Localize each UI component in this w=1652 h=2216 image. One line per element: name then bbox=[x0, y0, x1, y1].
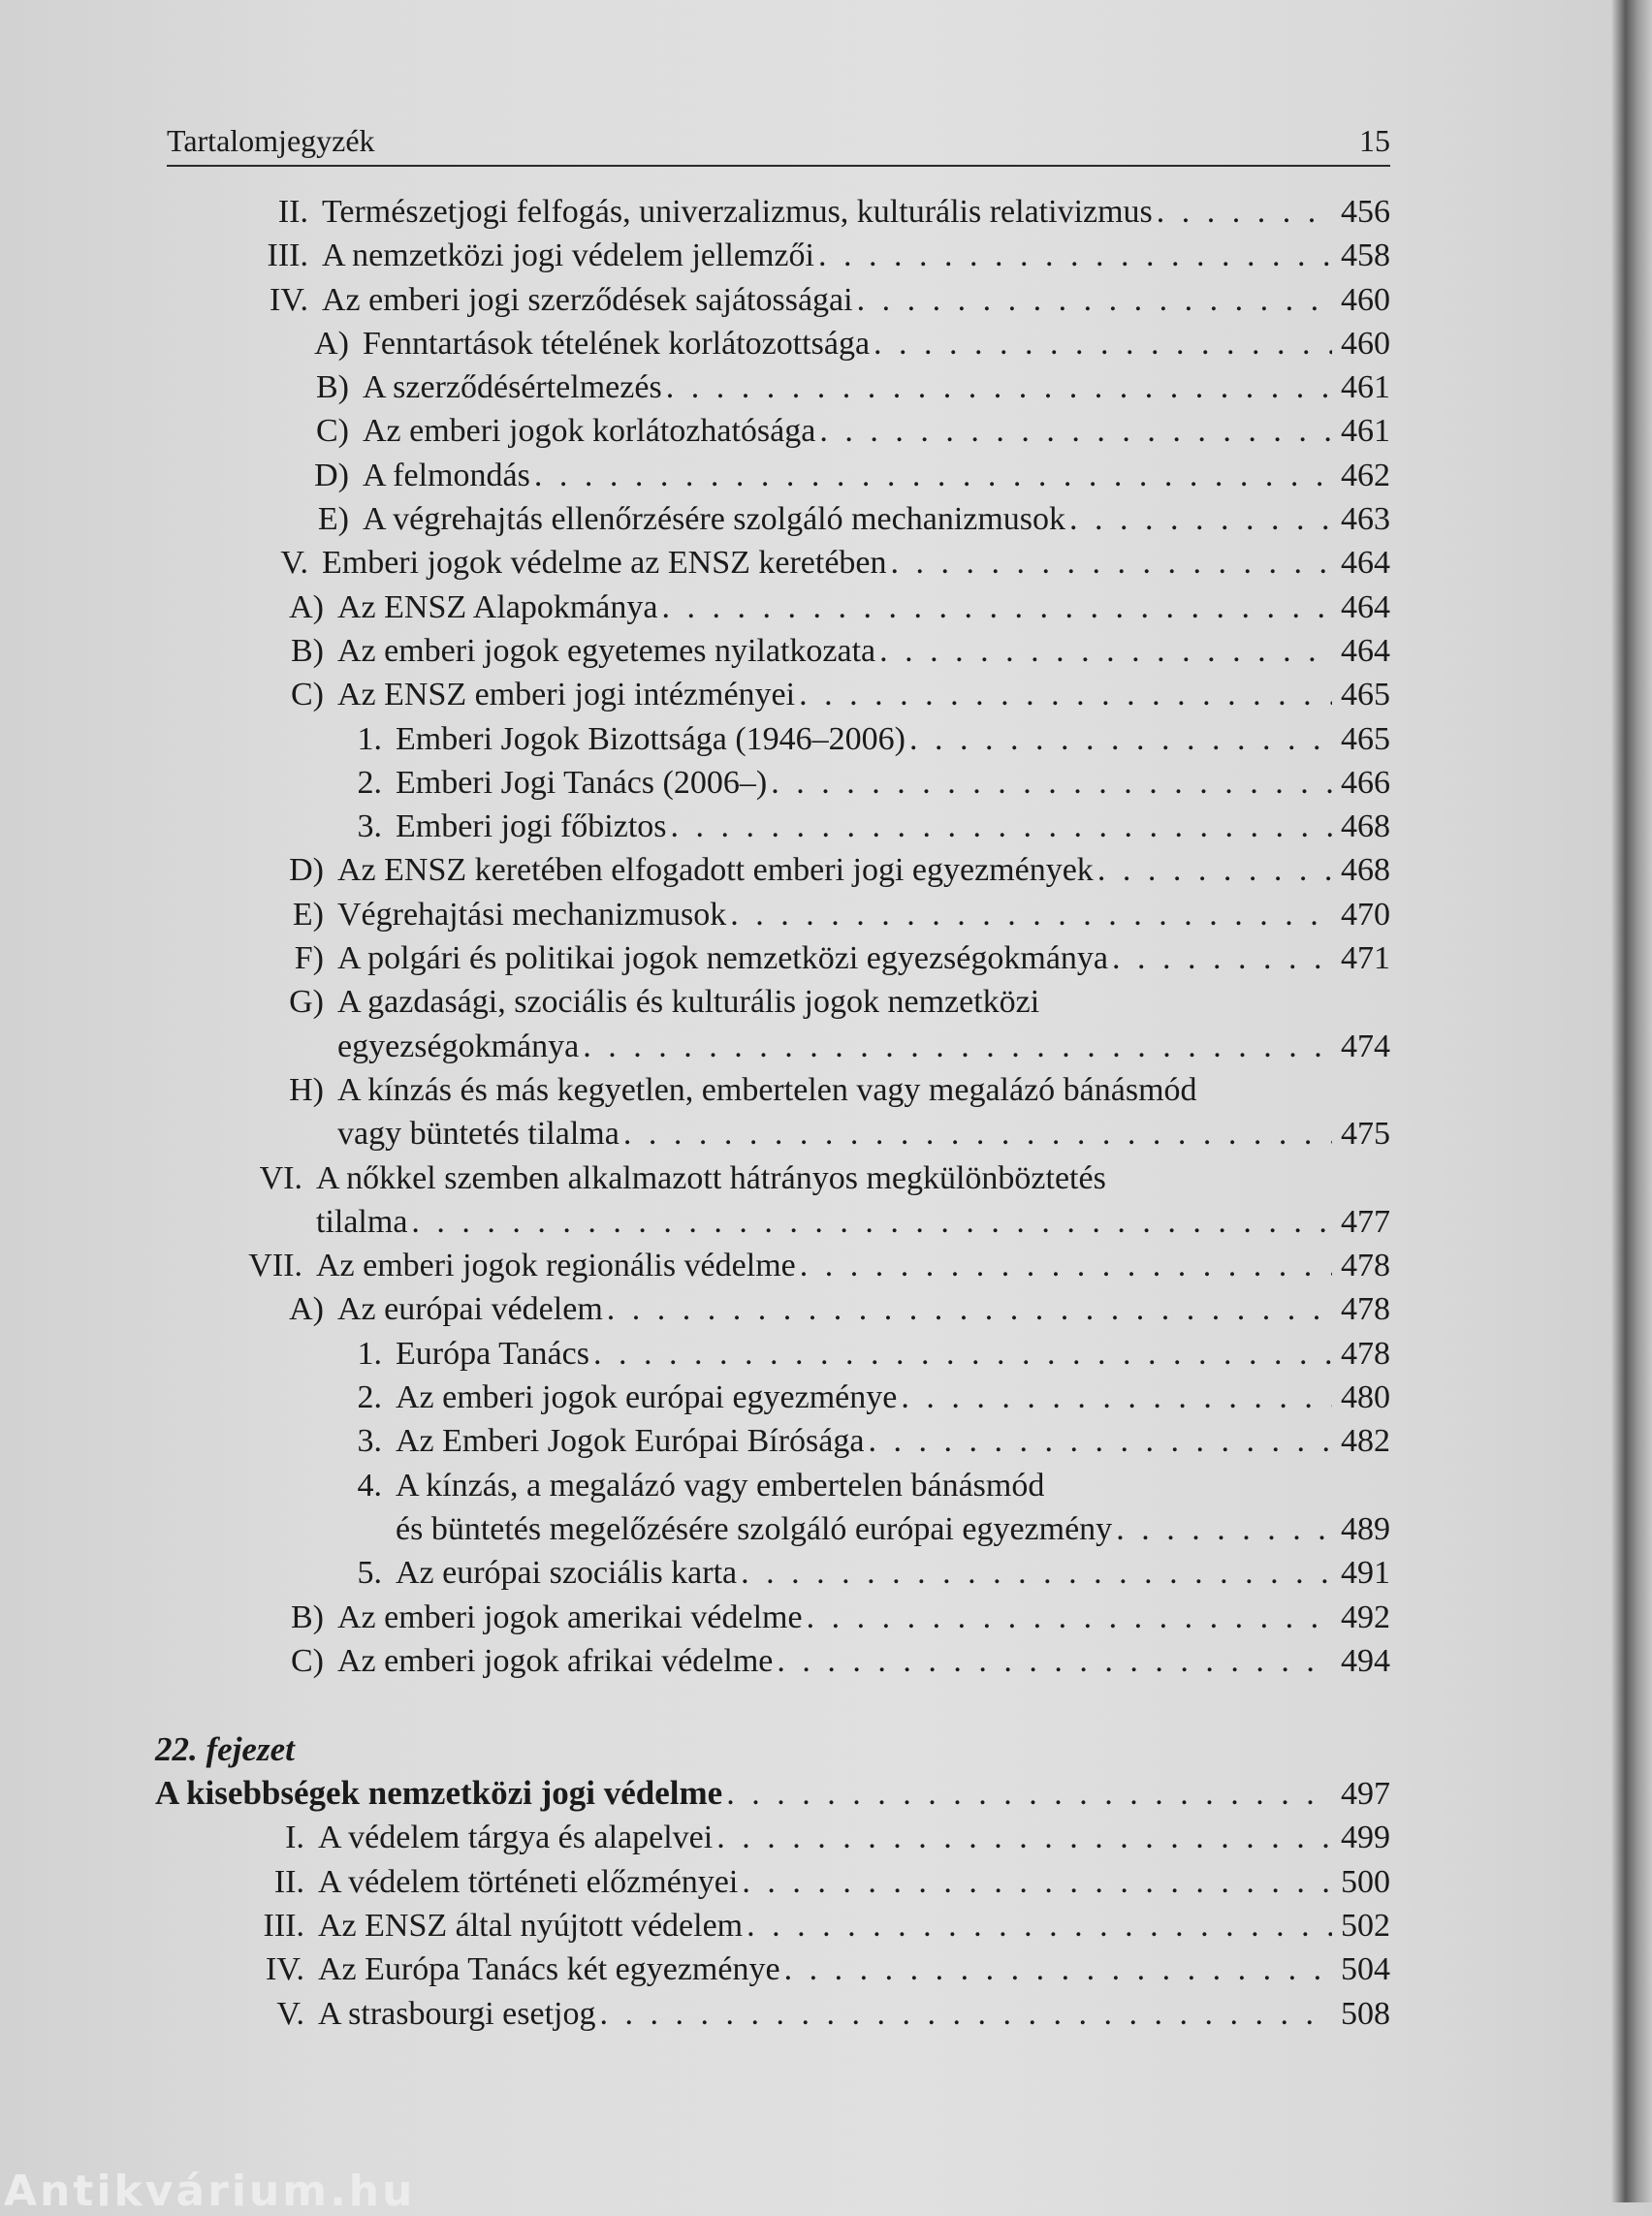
leader-dots bbox=[868, 1419, 1332, 1463]
entry-number: III. bbox=[267, 237, 308, 274]
leader-dots bbox=[662, 586, 1333, 629]
leader-dots bbox=[730, 893, 1332, 936]
entry-title: A polgári és politikai jogok nemzetközi egyezségokmánya bbox=[337, 940, 1108, 977]
entry-title: Az emberi jogok egyetemes nyilatkozata bbox=[337, 632, 876, 669]
entry-page-number: 494 bbox=[1341, 1642, 1390, 1679]
entry-title: A nemzetközi jogi védelem jellemzői bbox=[322, 237, 814, 274]
leader-dots bbox=[879, 629, 1332, 673]
entry-title: Az ENSZ emberi jogi intézményei bbox=[337, 677, 796, 713]
entry-number: V. bbox=[280, 545, 308, 582]
leader-dots bbox=[807, 1596, 1332, 1639]
leader-dots bbox=[819, 409, 1332, 453]
leader-dots bbox=[857, 278, 1332, 322]
toc-entry[interactable] bbox=[155, 805, 1390, 848]
entry-title: A védelem történeti előzményei bbox=[318, 1863, 739, 1900]
entry-title-continued: egyezségokmánya bbox=[337, 1028, 580, 1064]
toc-entry[interactable] bbox=[155, 1156, 1390, 1245]
entry-page-number: 460 bbox=[1341, 281, 1390, 318]
leader-dots bbox=[741, 1551, 1332, 1595]
toc-entry[interactable] bbox=[155, 1068, 1390, 1156]
toc-entry[interactable] bbox=[155, 586, 1390, 629]
entry-page-number: 458 bbox=[1341, 237, 1390, 274]
entry-page-number: 466 bbox=[1341, 764, 1390, 801]
entry-page-number: 482 bbox=[1341, 1423, 1390, 1460]
entry-page-number: 464 bbox=[1341, 545, 1390, 582]
toc-entry[interactable] bbox=[155, 673, 1390, 716]
toc-entry[interactable] bbox=[155, 190, 1390, 234]
entry-number: F) bbox=[294, 940, 324, 977]
entry-page-number: 508 bbox=[1341, 1995, 1390, 2032]
entry-title: Emberi jogi főbiztos bbox=[396, 808, 667, 845]
toc-entry[interactable] bbox=[155, 1287, 1390, 1331]
entry-number: 2. bbox=[357, 1379, 382, 1416]
leader-dots bbox=[623, 1112, 1332, 1155]
entry-title: Európa Tanács bbox=[396, 1335, 589, 1372]
leader-dots bbox=[1116, 1507, 1332, 1551]
entry-page-number: 491 bbox=[1341, 1555, 1390, 1592]
entry-number: C) bbox=[316, 413, 349, 450]
page-number: 15 bbox=[1359, 123, 1390, 158]
entry-number: D) bbox=[289, 852, 324, 889]
entry-number: II. bbox=[273, 1863, 304, 1900]
leader-dots bbox=[747, 1904, 1332, 1947]
entry-page-number: 477 bbox=[1341, 1203, 1390, 1240]
toc-entry[interactable] bbox=[155, 1464, 1390, 1552]
entry-number: 2. bbox=[357, 764, 382, 801]
entry-title: A kínzás, a megalázó vagy embertelen bánásmód bbox=[396, 1467, 1045, 1504]
leader-dots bbox=[593, 1332, 1332, 1376]
entry-title: Az ENSZ által nyújtott védelem bbox=[318, 1907, 744, 1944]
toc-entry[interactable] bbox=[155, 454, 1390, 497]
leader-dots bbox=[583, 1025, 1332, 1068]
entry-page-number: 460 bbox=[1341, 325, 1390, 362]
table-of-contents bbox=[155, 190, 1390, 2036]
chapter-entries bbox=[155, 1816, 1390, 2035]
leader-dots bbox=[599, 1992, 1332, 2036]
entry-title: Az emberi jogok regionális védelme bbox=[316, 1248, 796, 1284]
toc-entry[interactable] bbox=[155, 1639, 1390, 1683]
entry-title: Fenntartások tételének korlátozottsága bbox=[363, 325, 871, 362]
entry-title: Az emberi jogok afrikai védelme bbox=[337, 1642, 774, 1679]
entry-number: IV. bbox=[270, 281, 308, 318]
entry-number: 3. bbox=[357, 1423, 382, 1460]
entry-title: Az Emberi Jogok Európai Bírósága bbox=[396, 1423, 865, 1460]
toc-entry[interactable] bbox=[155, 1596, 1390, 1639]
entry-title: A felmondás bbox=[363, 457, 530, 493]
toc-entry[interactable] bbox=[155, 893, 1390, 936]
leader-dots bbox=[891, 541, 1333, 585]
entry-number: A) bbox=[314, 325, 349, 362]
entry-title: A védelem tárgya és alapelvei bbox=[318, 1820, 714, 1856]
entry-page-number: 463 bbox=[1341, 501, 1390, 538]
entry-number: A) bbox=[289, 588, 324, 625]
entry-title: Az európai szociális karta bbox=[396, 1555, 738, 1592]
book-spine bbox=[1611, 0, 1652, 2202]
toc-entry[interactable] bbox=[155, 234, 1390, 277]
entry-title: Az emberi jogi szerződések sajátosságai bbox=[322, 281, 853, 318]
entry-page-number: 461 bbox=[1341, 413, 1390, 450]
entry-page-number: 470 bbox=[1341, 896, 1390, 933]
entry-title: Az ENSZ keretében elfogadott emberi jogi egyezmények bbox=[337, 852, 1094, 889]
entry-page-number: 478 bbox=[1341, 1248, 1390, 1284]
entry-number: V. bbox=[276, 1995, 304, 2032]
leader-dots bbox=[901, 1376, 1332, 1419]
entry-title: Az ENSZ Alapokmánya bbox=[337, 588, 658, 625]
toc-entry[interactable] bbox=[155, 1860, 1390, 1904]
toc-entry[interactable] bbox=[155, 1376, 1390, 1419]
entry-title: Az emberi jogok korlátozhatósága bbox=[363, 413, 816, 450]
entry-page-number: 461 bbox=[1341, 369, 1390, 406]
toc-entry[interactable] bbox=[155, 936, 1390, 980]
running-header bbox=[167, 116, 1390, 167]
leader-dots bbox=[777, 1639, 1332, 1683]
leader-dots bbox=[799, 673, 1332, 716]
toc-entry[interactable] bbox=[155, 278, 1390, 322]
toc-entry[interactable] bbox=[155, 365, 1390, 409]
toc-entry[interactable] bbox=[155, 629, 1390, 673]
leader-dots bbox=[1097, 848, 1332, 892]
entry-title: Az emberi jogok amerikai védelme bbox=[337, 1599, 803, 1635]
entry-title: A strasbourgi esetjog bbox=[318, 1995, 596, 2032]
entry-title: A nőkkel szemben alkalmazott hátrányos megkülönböztetés bbox=[316, 1159, 1106, 1196]
toc-entry[interactable] bbox=[155, 1947, 1390, 1991]
entry-number: VII. bbox=[248, 1248, 302, 1284]
leader-dots bbox=[607, 1287, 1332, 1331]
toc-entry[interactable] bbox=[155, 761, 1390, 805]
toc-entry[interactable] bbox=[155, 497, 1390, 541]
toc-entry[interactable] bbox=[155, 1904, 1390, 1947]
entry-number: H) bbox=[289, 1071, 324, 1108]
entry-number: 4. bbox=[357, 1467, 382, 1504]
entry-page-number: 499 bbox=[1341, 1820, 1390, 1856]
entry-page-number: 492 bbox=[1341, 1599, 1390, 1635]
entry-page-number: 464 bbox=[1341, 588, 1390, 625]
entry-title: A szerződésértelmezés bbox=[363, 369, 662, 406]
entry-title: Emberi jogok védelme az ENSZ keretében bbox=[322, 545, 887, 582]
entry-title: Az Európa Tanács két egyezménye bbox=[318, 1951, 780, 1988]
entry-page-number: 468 bbox=[1341, 808, 1390, 845]
leader-dots bbox=[818, 234, 1332, 277]
chapter-page: 497 bbox=[1341, 1776, 1390, 1813]
leader-dots bbox=[1112, 936, 1332, 980]
entry-title: Az európai védelem bbox=[337, 1291, 603, 1328]
entry-number: A) bbox=[289, 1291, 324, 1328]
entry-title: Végrehajtási mechanizmusok bbox=[337, 896, 727, 933]
entry-number: C) bbox=[291, 677, 324, 713]
entry-page-number: 456 bbox=[1341, 194, 1390, 230]
toc-entry[interactable] bbox=[155, 322, 1390, 365]
entry-page-number: 489 bbox=[1341, 1510, 1390, 1547]
chapter-label: 22. fejezet bbox=[155, 1730, 295, 1769]
toc-entry[interactable] bbox=[155, 1332, 1390, 1376]
leader-dots bbox=[716, 1816, 1332, 1859]
entry-title: A gazdasági, szociális és kulturális jogok nemzetközi bbox=[337, 984, 1040, 1021]
toc-entry[interactable] bbox=[155, 717, 1390, 761]
leader-dots bbox=[534, 454, 1332, 497]
entry-number: 5. bbox=[357, 1555, 382, 1592]
entry-number: E) bbox=[317, 501, 349, 538]
toc-entry[interactable] bbox=[155, 1816, 1390, 1859]
entry-page-number: 480 bbox=[1341, 1379, 1390, 1416]
entry-number: I. bbox=[285, 1820, 304, 1856]
entry-number: 3. bbox=[357, 808, 382, 845]
leader-dots bbox=[666, 365, 1332, 409]
entry-title-continued: tilalma bbox=[316, 1203, 408, 1240]
entry-page-number: 500 bbox=[1341, 1863, 1390, 1900]
toc-entry[interactable] bbox=[155, 1419, 1390, 1463]
entry-number: G) bbox=[289, 984, 324, 1021]
leader-dots bbox=[800, 1244, 1332, 1287]
leader-dots bbox=[726, 1772, 1332, 1816]
toc-entry[interactable] bbox=[155, 980, 1390, 1068]
leader-dots bbox=[671, 805, 1332, 848]
entry-page-number: 504 bbox=[1341, 1951, 1390, 1988]
entry-page-number: 471 bbox=[1341, 940, 1390, 977]
toc-entry[interactable] bbox=[155, 1992, 1390, 2036]
leader-dots bbox=[771, 761, 1332, 805]
entry-page-number: 464 bbox=[1341, 632, 1390, 669]
toc-entry[interactable] bbox=[155, 848, 1390, 892]
leader-dots bbox=[1069, 497, 1332, 541]
entry-number: B) bbox=[291, 1599, 324, 1635]
entry-number: B) bbox=[291, 632, 324, 669]
toc-entries bbox=[155, 190, 1390, 1683]
entry-number: II. bbox=[277, 194, 308, 230]
leader-dots bbox=[784, 1947, 1332, 1991]
toc-entry[interactable] bbox=[155, 409, 1390, 453]
entry-page-number: 474 bbox=[1341, 1028, 1390, 1064]
entry-title: Emberi Jogi Tanács (2006–) bbox=[396, 764, 768, 801]
entry-title: Természetjogi felfogás, univerzalizmus, kulturális relativizmus bbox=[322, 194, 1153, 230]
entry-number: C) bbox=[291, 1642, 324, 1679]
entry-page-number: 478 bbox=[1341, 1291, 1390, 1328]
entry-number: D) bbox=[314, 457, 349, 493]
entry-page-number: 462 bbox=[1341, 457, 1390, 493]
chapter-title-row[interactable] bbox=[155, 1771, 1390, 1816]
entry-page-number: 478 bbox=[1341, 1335, 1390, 1372]
entry-title: A kínzás és más kegyetlen, embertelen vagy megalázó bánásmód bbox=[337, 1071, 1197, 1108]
entry-number: III. bbox=[263, 1907, 304, 1944]
entry-number: 1. bbox=[357, 1335, 382, 1372]
leader-dots bbox=[1157, 190, 1332, 234]
chapter-title: A kisebbségek nemzetközi jogi védelme bbox=[155, 1774, 723, 1813]
leader-dots bbox=[411, 1200, 1332, 1244]
entry-title-continued: vagy büntetés tilalma bbox=[337, 1116, 620, 1153]
leader-dots bbox=[874, 322, 1332, 365]
entry-title: Az emberi jogok európai egyezménye bbox=[396, 1379, 898, 1416]
entry-title-continued: és büntetés megelőzésére szolgáló európai egyezmény bbox=[396, 1510, 1113, 1547]
entry-number: 1. bbox=[357, 720, 382, 757]
entry-page-number: 465 bbox=[1341, 677, 1390, 713]
entry-page-number: 502 bbox=[1341, 1907, 1390, 1944]
entry-number: IV. bbox=[266, 1951, 304, 1988]
toc-entry[interactable] bbox=[155, 541, 1390, 585]
chapter-spacer bbox=[155, 1683, 1390, 1727]
entry-number: VI. bbox=[259, 1159, 302, 1196]
watermark: Antikvárium.hu bbox=[4, 2167, 416, 2216]
toc-entry[interactable] bbox=[155, 1244, 1390, 1287]
entry-number: B) bbox=[316, 369, 349, 406]
entry-page-number: 468 bbox=[1341, 852, 1390, 889]
entry-page-number: 475 bbox=[1341, 1116, 1390, 1153]
entry-title: Emberi Jogok Bizottsága (1946–2006) bbox=[396, 720, 905, 757]
entry-title: A végrehajtás ellenőrzésére szolgáló mechanizmusok bbox=[363, 501, 1066, 538]
leader-dots bbox=[742, 1860, 1332, 1904]
entry-number: E) bbox=[292, 896, 324, 933]
leader-dots bbox=[909, 717, 1332, 761]
toc-entry[interactable] bbox=[155, 1551, 1390, 1595]
entry-page-number: 465 bbox=[1341, 720, 1390, 757]
running-header-title: Tartalomjegyzék bbox=[167, 123, 375, 158]
